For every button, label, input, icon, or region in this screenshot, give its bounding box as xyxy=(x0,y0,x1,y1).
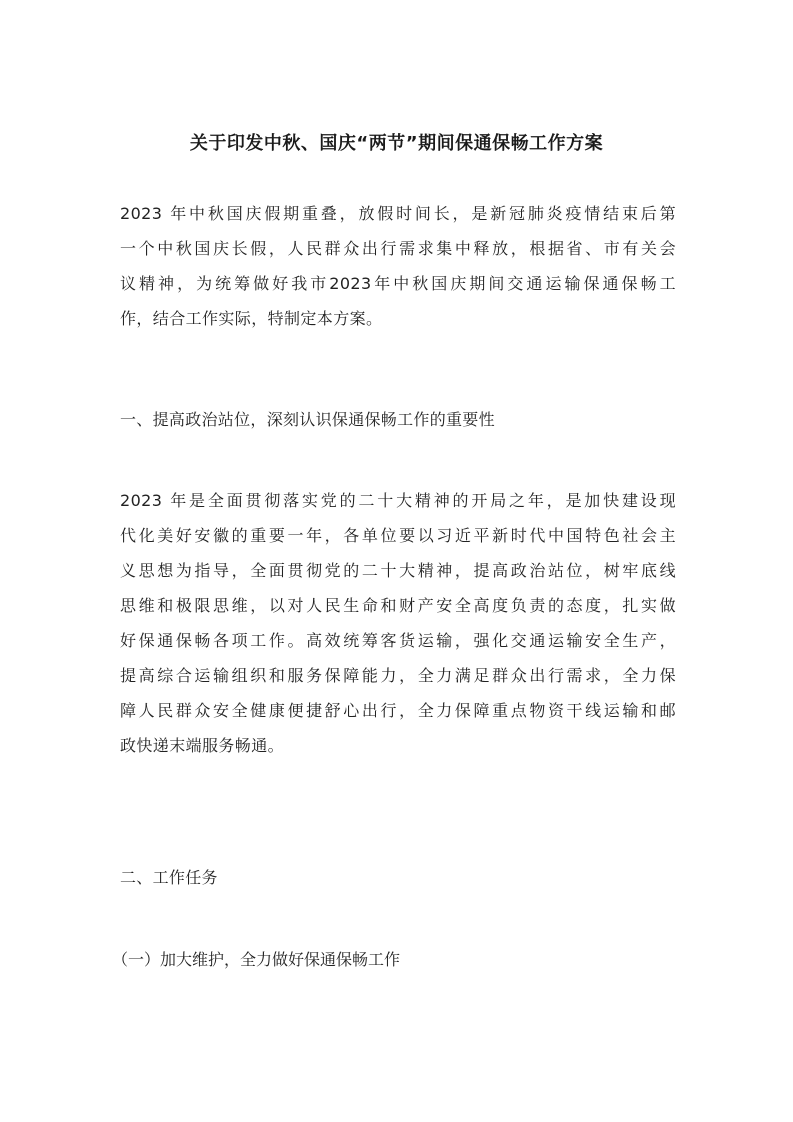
paragraph-line: 提高综合运输组织和服务保障能力，全力满足群众出行需求，全力保 xyxy=(120,666,676,685)
section1-paragraph xyxy=(120,483,676,763)
subsection-heading-1: （一）加大维护，全力做好保通保畅工作 xyxy=(112,950,401,969)
intro-paragraph xyxy=(120,196,676,336)
paragraph-line: 思维和极限思维，以对人民生命和财产安全高度负责的态度，扎实做 xyxy=(120,596,676,615)
paragraph-line: 政快递末端服务畅通。 xyxy=(120,736,285,755)
document-title: 关于印发中秋、国庆“两节”期间保通保畅工作方案 xyxy=(189,133,604,154)
paragraph-line: 作，结合工作实际，特制定本方案。 xyxy=(120,309,383,328)
paragraph-line: 一个中秋国庆长假，人民群众出行需求集中释放，根据省、市有关会 xyxy=(120,239,676,258)
paragraph-line: 障人民群众安全健康便捷舒心出行，全力保障重点物资干线运输和邮 xyxy=(120,701,676,720)
paragraph-line: 好保通保畅各项工作。高效统筹客货运输，强化交通运输安全生产， xyxy=(120,631,676,650)
paragraph-line: 议精神，为统筹做好我市2023年中秋国庆期间交通运输保通保畅工 xyxy=(120,274,676,293)
section-heading-1: 一、提高政治站位，深刻认识保通保畅工作的重要性 xyxy=(120,410,495,429)
paragraph-line: 义思想为指导，全面贯彻党的二十大精神，提高政治站位，树牢底线 xyxy=(120,561,676,580)
section-heading-2: 二、工作任务 xyxy=(120,868,218,887)
paragraph-line: 代化美好安徽的重要一年，各单位要以习近平新时代中国特色社会主 xyxy=(120,526,676,545)
paragraph-line: 2023 年中秋国庆假期重叠，放假时间长，是新冠肺炎疫情结束后第 xyxy=(120,204,676,223)
paragraph-line: 2023 年是全面贯彻落实党的二十大精神的开局之年，是加快建设现 xyxy=(120,491,676,510)
